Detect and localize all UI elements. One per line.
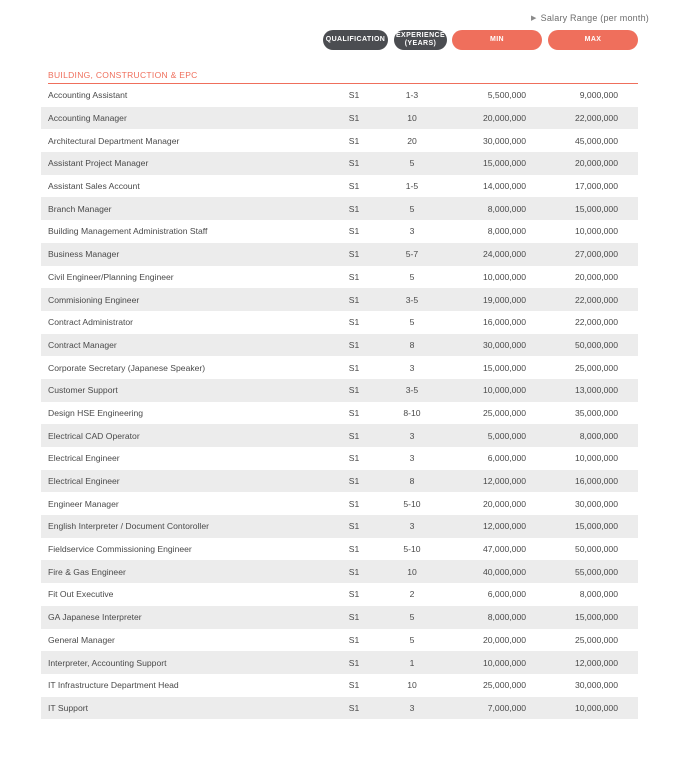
- table-row: [41, 107, 638, 130]
- min-salary-cell: 10,000,000: [482, 271, 526, 282]
- table-row: [41, 583, 638, 606]
- experience-cell: 5: [409, 634, 415, 645]
- qualification-cell: S1: [348, 339, 360, 350]
- min-salary-cell: 15,000,000: [482, 362, 526, 373]
- job-title-cell: Customer Support: [48, 385, 118, 396]
- experience-header-line2: (YEARS): [404, 40, 437, 47]
- max-salary-cell: 16,000,000: [574, 476, 618, 487]
- min-salary-cell: 25,000,000: [482, 680, 526, 691]
- min-salary-cell: 30,000,000: [482, 339, 526, 350]
- max-salary-cell: 22,000,000: [574, 113, 618, 124]
- min-salary-cell: 24,000,000: [482, 249, 526, 260]
- table-row: [41, 560, 638, 583]
- qualification-cell: S1: [348, 657, 360, 668]
- qualification-cell: S1: [348, 589, 360, 600]
- salary-range-legend: [531, 13, 649, 23]
- experience-cell: 3: [409, 430, 415, 441]
- min-salary-cell: 5,000,000: [487, 430, 526, 441]
- experience-cell: 20: [407, 135, 417, 146]
- job-title-cell: Electrical CAD Operator: [48, 430, 140, 441]
- qualification-cell: S1: [348, 702, 360, 713]
- qualification-cell: S1: [348, 498, 360, 509]
- max-salary-cell: 35,000,000: [574, 407, 618, 418]
- min-salary-cell: 10,000,000: [482, 385, 526, 396]
- qualification-cell: S1: [348, 566, 360, 577]
- job-title-cell: Corporate Secretary (Japanese Speaker): [48, 362, 206, 373]
- table-row: [41, 152, 638, 175]
- experience-cell: 8-10: [403, 407, 421, 418]
- min-salary-cell: 6,000,000: [487, 589, 526, 600]
- table-row: [41, 606, 638, 629]
- experience-cell: 10: [407, 680, 417, 691]
- max-salary-cell: 10,000,000: [574, 226, 618, 237]
- job-title-cell: Business Manager: [48, 249, 120, 260]
- experience-column-header: [394, 30, 447, 50]
- min-salary-cell: 8,000,000: [487, 226, 526, 237]
- max-salary-cell: 10,000,000: [574, 702, 618, 713]
- experience-header-line1: EXPERIENCE: [395, 32, 446, 39]
- max-salary-cell: 30,000,000: [574, 680, 618, 691]
- qualification-cell: S1: [348, 476, 360, 487]
- section-title: BUILDING, CONSTRUCTION & EPC: [48, 70, 638, 84]
- table-row: [41, 311, 638, 334]
- max-salary-cell: 25,000,000: [574, 362, 618, 373]
- table-row: [41, 697, 638, 720]
- table-row: [41, 674, 638, 697]
- table-row: [41, 515, 638, 538]
- qualification-cell: S1: [348, 385, 360, 396]
- qualification-cell: S1: [348, 113, 360, 124]
- max-salary-cell: 50,000,000: [574, 544, 618, 555]
- experience-cell: 1-5: [405, 181, 419, 192]
- max-column-header: MAX: [548, 30, 638, 50]
- min-salary-cell: 20,000,000: [482, 113, 526, 124]
- table-row: [41, 447, 638, 470]
- job-title-cell: Commisioning Engineer: [48, 294, 140, 305]
- qualification-cell: S1: [348, 271, 360, 282]
- min-salary-cell: 25,000,000: [482, 407, 526, 418]
- table-row: [41, 470, 638, 493]
- min-salary-cell: 7,000,000: [487, 702, 526, 713]
- min-salary-cell: 12,000,000: [482, 476, 526, 487]
- experience-cell: 10: [407, 566, 417, 577]
- qualification-cell: S1: [348, 203, 360, 214]
- qualification-cell: S1: [348, 249, 360, 260]
- experience-cell: 5: [409, 158, 415, 169]
- max-salary-cell: 27,000,000: [574, 249, 618, 260]
- min-salary-cell: 19,000,000: [482, 294, 526, 305]
- max-salary-cell: 22,000,000: [574, 294, 618, 305]
- experience-cell: 2: [409, 589, 415, 600]
- experience-cell: 3: [409, 702, 415, 713]
- table-row: [41, 379, 638, 402]
- min-salary-cell: 8,000,000: [487, 612, 526, 623]
- qualification-cell: S1: [348, 430, 360, 441]
- max-salary-cell: 8,000,000: [579, 430, 618, 441]
- experience-cell: 3: [409, 453, 415, 464]
- experience-cell: 3: [409, 521, 415, 532]
- max-salary-cell: 25,000,000: [574, 634, 618, 645]
- min-salary-cell: 6,000,000: [487, 453, 526, 464]
- job-title-cell: Electrical Engineer: [48, 453, 120, 464]
- job-title-cell: Accounting Manager: [48, 113, 127, 124]
- min-salary-cell: 47,000,000: [482, 544, 526, 555]
- experience-cell: 5-7: [405, 249, 419, 260]
- job-title-cell: English Interpreter / Document Contoroller: [48, 521, 209, 532]
- max-salary-cell: 20,000,000: [574, 271, 618, 282]
- job-title-cell: Electrical Engineer: [48, 476, 120, 487]
- experience-cell: 3-5: [405, 385, 419, 396]
- min-salary-cell: 12,000,000: [482, 521, 526, 532]
- min-column-header: MIN: [452, 30, 542, 50]
- table-row: [41, 129, 638, 152]
- job-title-cell: Design HSE Engineering: [48, 407, 144, 418]
- job-title-cell: Fire & Gas Engineer: [48, 566, 126, 577]
- max-salary-cell: 13,000,000: [574, 385, 618, 396]
- qualification-cell: S1: [348, 634, 360, 645]
- qualification-cell: S1: [348, 90, 360, 101]
- experience-cell: 5-10: [403, 544, 421, 555]
- experience-cell: 3: [409, 226, 415, 237]
- table-row: [41, 356, 638, 379]
- table-row: [41, 334, 638, 357]
- max-salary-cell: 50,000,000: [574, 339, 618, 350]
- max-salary-cell: 30,000,000: [574, 498, 618, 509]
- qualification-cell: S1: [348, 226, 360, 237]
- experience-cell: 1-3: [405, 90, 419, 101]
- experience-cell: 8: [409, 476, 415, 487]
- job-title-cell: Assistant Project Manager: [48, 158, 149, 169]
- max-salary-cell: 20,000,000: [574, 158, 618, 169]
- table-row: [41, 492, 638, 515]
- experience-cell: 3: [409, 362, 415, 373]
- job-title-cell: Civil Engineer/Planning Engineer: [48, 271, 174, 282]
- min-salary-cell: 14,000,000: [482, 181, 526, 192]
- job-title-cell: Fit Out Executive: [48, 589, 114, 600]
- table-row: [41, 288, 638, 311]
- min-salary-cell: 15,000,000: [482, 158, 526, 169]
- experience-cell: 5: [409, 317, 415, 328]
- qualification-cell: S1: [348, 521, 360, 532]
- min-salary-cell: 8,000,000: [487, 203, 526, 214]
- qualification-cell: S1: [348, 407, 360, 418]
- table-row: [41, 651, 638, 674]
- table-row: [41, 538, 638, 561]
- qualification-cell: S1: [348, 680, 360, 691]
- table-row: [41, 84, 638, 107]
- min-salary-cell: 20,000,000: [482, 634, 526, 645]
- qualification-cell: S1: [348, 362, 360, 373]
- experience-cell: 1: [409, 657, 415, 668]
- experience-cell: 5: [409, 203, 415, 214]
- experience-cell: 8: [409, 339, 415, 350]
- qualification-cell: S1: [348, 181, 360, 192]
- table-row: [41, 629, 638, 652]
- experience-cell: 5-10: [403, 498, 421, 509]
- min-salary-cell: 20,000,000: [482, 498, 526, 509]
- qualification-cell: S1: [348, 612, 360, 623]
- qualification-cell: S1: [348, 453, 360, 464]
- job-title-cell: IT Support: [48, 702, 88, 713]
- min-salary-cell: 40,000,000: [482, 566, 526, 577]
- job-title-cell: GA Japanese Interpreter: [48, 612, 142, 623]
- qualification-column-header: QUALIFICATION: [323, 30, 388, 50]
- max-salary-cell: 15,000,000: [574, 612, 618, 623]
- job-title-cell: Branch Manager: [48, 203, 112, 214]
- experience-cell: 5: [409, 612, 415, 623]
- max-salary-cell: 17,000,000: [574, 181, 618, 192]
- job-title-cell: Assistant Sales Account: [48, 181, 140, 192]
- job-title-cell: Fieldservice Commissioning Engineer: [48, 544, 192, 555]
- qualification-cell: S1: [348, 294, 360, 305]
- table-row: [41, 402, 638, 425]
- max-salary-cell: 15,000,000: [574, 203, 618, 214]
- min-salary-cell: 10,000,000: [482, 657, 526, 668]
- qualification-cell: S1: [348, 158, 360, 169]
- min-salary-cell: 5,500,000: [487, 90, 526, 101]
- max-salary-cell: 45,000,000: [574, 135, 618, 146]
- max-salary-cell: 12,000,000: [574, 657, 618, 668]
- table-row: [41, 197, 638, 220]
- experience-cell: 10: [407, 113, 417, 124]
- triangle-right-icon: ▶: [531, 15, 537, 22]
- table-row: [41, 424, 638, 447]
- qualification-cell: S1: [348, 317, 360, 328]
- job-title-cell: Building Management Administration Staff: [48, 226, 208, 237]
- max-salary-cell: 9,000,000: [579, 90, 618, 101]
- qualification-cell: S1: [348, 544, 360, 555]
- max-salary-cell: 55,000,000: [574, 566, 618, 577]
- table-row: [41, 243, 638, 266]
- job-title-cell: Contract Manager: [48, 339, 117, 350]
- max-salary-cell: 15,000,000: [574, 521, 618, 532]
- experience-cell: 3-5: [405, 294, 419, 305]
- table-row: [41, 175, 638, 198]
- job-title-cell: General Manager: [48, 634, 115, 645]
- qualification-cell: S1: [348, 135, 360, 146]
- table-row: [41, 220, 638, 243]
- experience-cell: 5: [409, 271, 415, 282]
- job-title-cell: Interpreter, Accounting Support: [48, 657, 167, 668]
- table-row: [41, 266, 638, 289]
- salary-table: [41, 84, 638, 719]
- job-title-cell: Architectural Department Manager: [48, 135, 180, 146]
- min-salary-cell: 30,000,000: [482, 135, 526, 146]
- job-title-cell: IT Infrastructure Department Head: [48, 680, 179, 691]
- max-salary-cell: 8,000,000: [579, 589, 618, 600]
- job-title-cell: Accounting Assistant: [48, 90, 128, 101]
- job-title-cell: Contract Administrator: [48, 317, 134, 328]
- job-title-cell: Engineer Manager: [48, 498, 119, 509]
- min-salary-cell: 16,000,000: [482, 317, 526, 328]
- salary-range-label: Salary Range (per month): [540, 13, 649, 23]
- max-salary-cell: 22,000,000: [574, 317, 618, 328]
- max-salary-cell: 10,000,000: [574, 453, 618, 464]
